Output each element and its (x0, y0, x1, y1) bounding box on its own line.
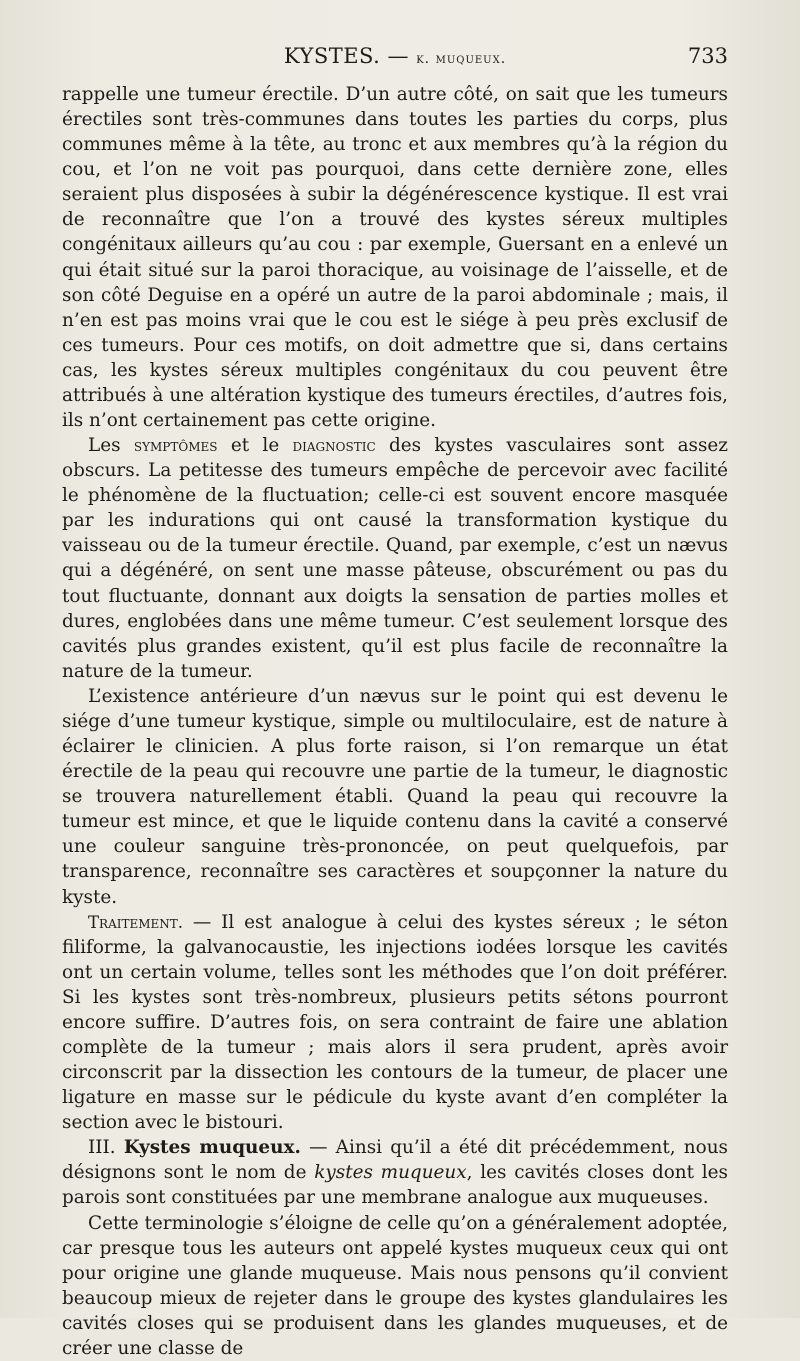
page-header (62, 44, 728, 74)
body-text (62, 82, 728, 1361)
section-numeral: III. (88, 1137, 124, 1159)
paragraph-2 (62, 433, 728, 684)
keyword-symptomes: symptômes (133, 436, 218, 456)
running-title-subsection: k. muqueux. (416, 51, 507, 67)
p5-rest: , les cavités closes dont les parois sont constituées par une membrane analogue aux muqueuses. (62, 1162, 728, 1209)
keyword-traitement: Traitement. (88, 912, 184, 932)
p5-mid: — Ainsi qu’il a été dit précédemment, nous désignons sont le nom de (62, 1137, 728, 1184)
keyword-diagnostic: diagnostic (292, 436, 376, 456)
running-title-main: KYSTES. — (283, 44, 417, 68)
term-kystes-muqueux: kystes muqueux (314, 1162, 467, 1184)
p4-rest: — Il est analogue à celui des kystes séreux ; le séton filiforme, la galvanocaustie, les injections iodées lorsque les cavités ont un certain volume, telles sont les méthodes que l’on doit préférer. Si les kystes sont très-nombreux, plusieurs petits sétons pourront encore suffire. D’autres fois, on sera contraint de faire une ablation complète de la tumeur ; mais alors il sera prudent, après avoir circonscrit par la dissection les contours de la tumeur, de placer une ligature en masse sur le pédicule du kyste avant d’en compléter la section avec le bistouri. (62, 911, 728, 1134)
paragraph-4 (62, 910, 728, 1136)
running-title (62, 44, 728, 68)
section-heading-kystes-muqueux: Kystes muqueux. (123, 1137, 301, 1159)
p2-word-b: et le (217, 435, 293, 457)
paragraph-1: rappelle une tumeur érectile. D’un autre côté, on sait que les tumeurs érectiles sont très-communes dans toutes les parties du corps, plus communes même à la tête, au tronc et aux membres qu’à la région du cou, et l’on ne voit pas pourquoi, dans cette dernière zone, elles seraient plus disposées à subir la dégénérescence kystique. Il est vrai de reconnaître que l’on a trouvé des kystes séreux multiples congénitaux ailleurs qu’au cou : par exemple, Guersant en a enlevé un qui était situé sur la paroi thoracique, au voisinage de l’aisselle, et de son côté Deguise en a opéré un autre de la paroi abdominale ; mais, il n’en est pas moins vrai que le cou est le siége à peu près exclusif de ces tumeurs. Pour ces motifs, on doit admettre que si, dans certains cas, les kystes séreux multiples congénitaux du cou peuvent être attribués à une altération kystique des tumeurs érectiles, d’autres fois, ils n’ont certainement pas cette origine. (62, 84, 728, 432)
p2-rest: des kystes vasculaires sont assez obscurs. La petitesse des tumeurs empêche de percevoir avec facilité le phénomène de la fluctuation; celle-ci est souvent encore masquée par les indurations qui ont causé la transformation kystique du vaisseau ou de la tumeur érectile. Quand, par exemple, c’est un nævus qui a dégénéré, on sent une masse pâteuse, obscurément ou pas du tout fluctuante, donnant aux doigts la sensation de parties molles et dures, englobées dans une même tumeur. C’est seulement lorsque des cavités plus grandes existent, qu’il est plus facile de reconnaître la nature de la tumeur. (62, 435, 728, 682)
paragraph-3: L’existence antérieure d’un nævus sur le point qui est devenu le siége d’une tumeur kystique, simple ou multiloculaire, est de nature à éclairer le clinicien. A plus forte raison, si l’on remarque un état érectile de la peau qui recouvre une partie de la tumeur, le diagnostic se trouvera naturellement établi. Quand la peau qui recouvre la tumeur est mince, et que le liquide contenu dans la cavité a conservé une couleur sanguine très-prononcée, on peut quelquefois, par transparence, reconnaître ses caractères et soupçonner la nature du kyste. (62, 685, 728, 908)
p2-word-a: Les (88, 435, 134, 457)
paragraph-6: Cette terminologie s’éloigne de celle qu’on a généralement adoptée, car presque tous les auteurs ont appelé kystes muqueux ceux qui ont pour origine une glande muqueuse. Mais nous pensons qu’il convient beaucoup mieux de rejeter dans le groupe des kystes glandulaires les cavités closes qui se produisent dans les glandes muqueuses, et de créer une classe de (62, 1212, 728, 1359)
page-number: 733 (687, 44, 728, 68)
paragraph-5 (62, 1135, 728, 1210)
